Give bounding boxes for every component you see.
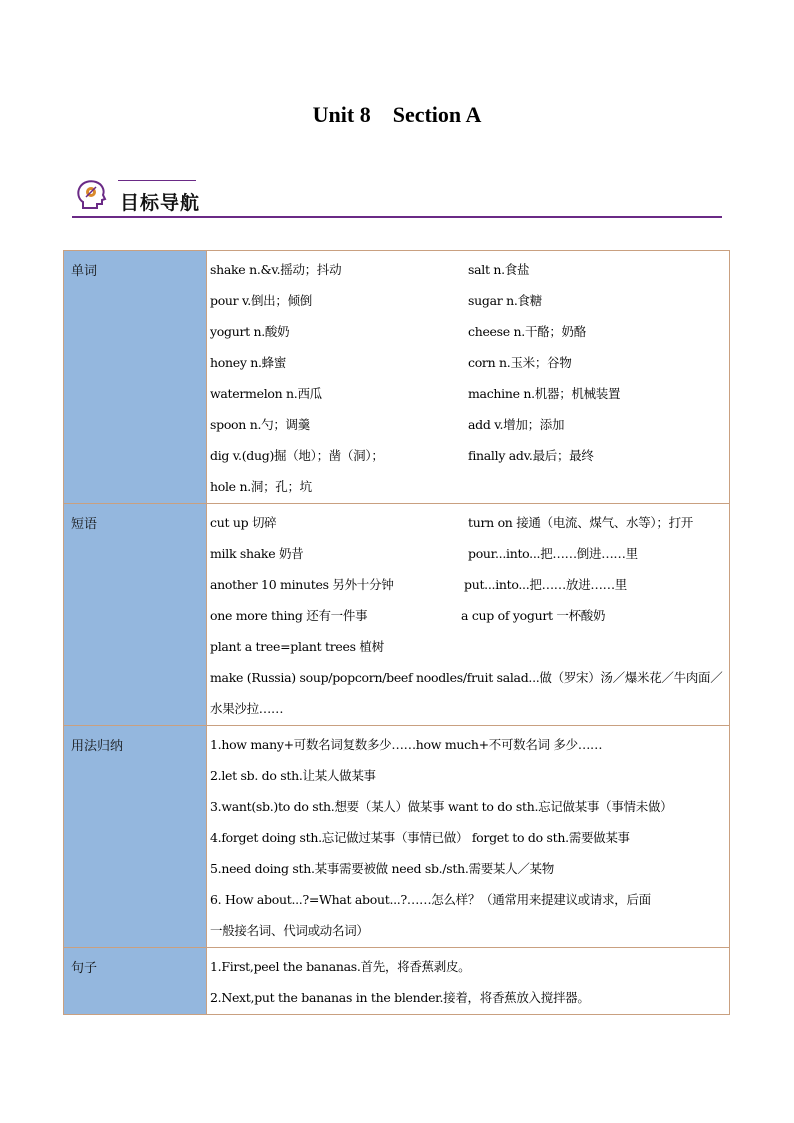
phrase-entry: put...into...把……放进……里: [464, 576, 627, 592]
list-item: 3.want(sb.)to do sth.想要（某人）做某事 want to do sth.忘记做某事（事情未做）: [210, 798, 673, 814]
list-item: [210, 537, 729, 568]
list-item: [210, 253, 729, 284]
word-entry: salt n.食盐: [468, 261, 530, 277]
word-entry: corn n.玉米；谷物: [468, 354, 572, 370]
phrase-entry: cut up 切碎: [210, 514, 277, 530]
list-item: make (Russia) soup/popcorn/beef noodles/fruit salad...做（罗宋）汤／爆米花／牛肉面／: [210, 669, 723, 685]
word-entry: spoon n.勺；调羹: [210, 416, 310, 432]
word-entry: hole n.洞；孔；坑: [210, 478, 312, 494]
word-entry: yogurt n.酸奶: [210, 323, 290, 339]
sentences-cell: [207, 948, 730, 1015]
phrases-cell: [207, 504, 730, 726]
word-entry: pour v.倒出；倾倒: [210, 292, 312, 308]
head-gear-icon: [74, 178, 110, 214]
list-item: [210, 346, 729, 377]
list-item: 2.Next,put the bananas in the blender.接着，将香蕉放入搅拌器。: [210, 989, 590, 1005]
table-row: [64, 504, 730, 726]
list-item: 2.let sb. do sth.让某人做某事: [210, 767, 376, 783]
list-item: [210, 408, 729, 439]
list-item: 1.First,peel the bananas.首先，将香蕉剥皮。: [210, 958, 471, 974]
word-entry: watermelon n.西瓜: [210, 385, 322, 401]
word-entry: dig v.(dug)掘（地）；凿（洞）；: [210, 447, 384, 463]
phrase-entry: turn on 接通（电流、煤气、水等）；打开: [468, 514, 693, 530]
category-cell: 用法归纳: [64, 726, 207, 948]
list-item: [210, 470, 729, 501]
list-item: [210, 377, 729, 408]
category-cell: 短语: [64, 504, 207, 726]
list-item: [210, 506, 729, 537]
table-row: [64, 948, 730, 1015]
word-entry: machine n.机器；机械装置: [468, 385, 621, 401]
section-nav-header: [72, 178, 722, 218]
phrase-entry: one more thing 还有一件事: [210, 607, 368, 623]
word-entry: shake n.&v.摇动；抖动: [210, 261, 342, 277]
category-cell: 句子: [64, 948, 207, 1015]
list-item: [210, 599, 729, 630]
list-item: [210, 439, 729, 470]
table-row: [64, 726, 730, 948]
category-cell: 单词: [64, 251, 207, 504]
page-title: Unit 8 Section A: [312, 102, 482, 127]
phrase-entry: milk shake 奶昔: [210, 545, 304, 561]
words-cell: [207, 251, 730, 504]
list-item: [210, 568, 729, 599]
word-entry: cheese n.干酪；奶酪: [468, 323, 586, 339]
word-entry: finally adv.最后；最终: [468, 447, 594, 463]
word-entry: honey n.蜂蜜: [210, 354, 287, 370]
list-item: [210, 284, 729, 315]
list-item: [210, 315, 729, 346]
phrase-entry: a cup of yogurt 一杯酸奶: [461, 607, 606, 623]
word-entry: add v.增加；添加: [468, 416, 565, 432]
list-item: 一般接名词、代词或动名词）: [210, 922, 369, 938]
list-item: 1.how many+可数名词复数多少……how much+不可数名词 多少……: [210, 736, 603, 752]
word-entry: sugar n.食糖: [468, 292, 542, 308]
list-item: plant a tree=plant trees 植树: [210, 638, 384, 654]
usage-cell: [207, 726, 730, 948]
list-item: 水果沙拉……: [210, 700, 284, 716]
list-item: 6. How about...?=What about...?……怎么样？（通常用来提建议或请求，后面: [210, 891, 651, 907]
nav-divider: [72, 216, 722, 218]
list-item: 5.need doing sth.某事需要被做 need sb./sth.需要某人／某物: [210, 860, 554, 876]
phrase-entry: pour...into...把……倒进……里: [468, 545, 638, 561]
study-table: [63, 250, 730, 1015]
table-row: [64, 251, 730, 504]
list-item: 4.forget doing sth.忘记做过某事（事情已做） forget to do sth.需要做某事: [210, 829, 630, 845]
phrase-entry: another 10 minutes 另外十分钟: [210, 576, 394, 592]
nav-top-rule: [118, 180, 196, 181]
nav-title: 目标导航: [120, 192, 201, 214]
